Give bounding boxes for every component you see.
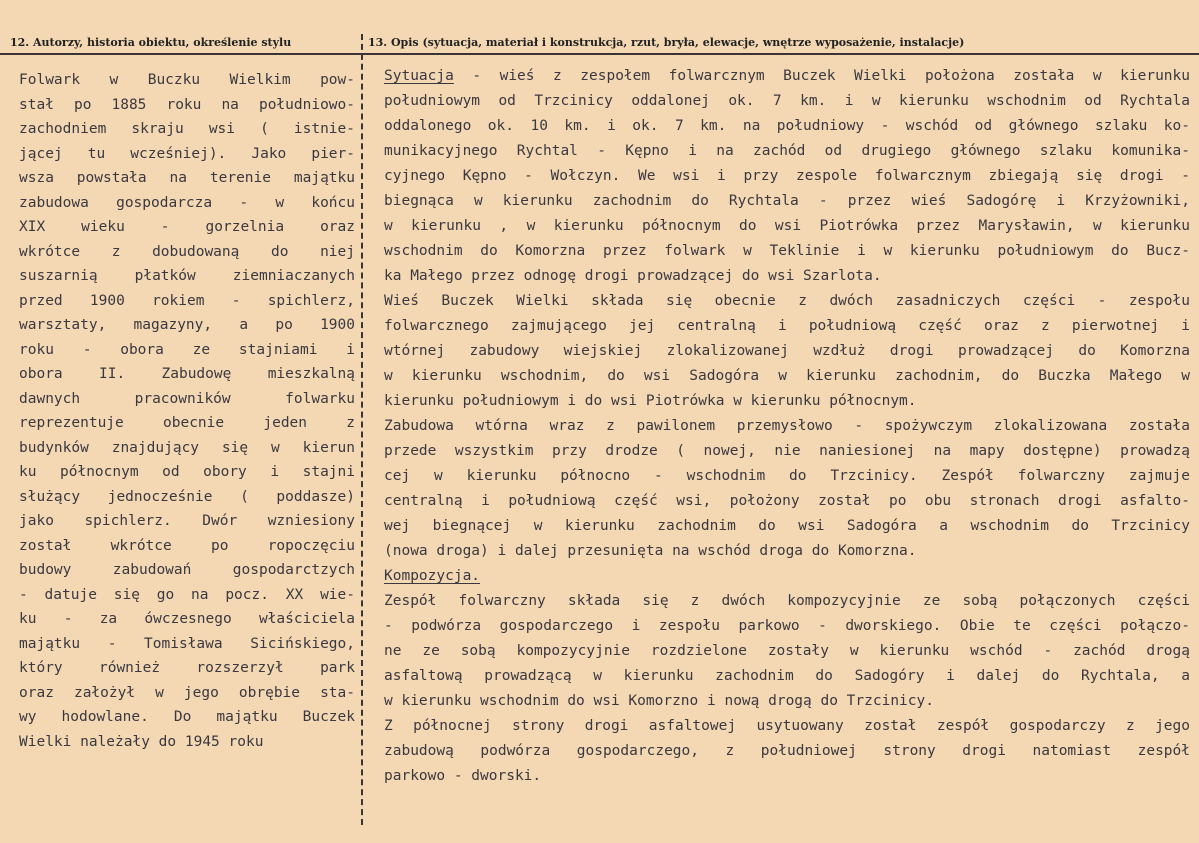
- history-line: ku północnym od obory i stajni: [19, 464, 355, 480]
- section-12-header: 12. Autorzy, historia obiektu, określenie stylu: [10, 36, 292, 49]
- history-line: przed 1900 rokiem - spichlerz,: [19, 292, 355, 309]
- history-line: warsztaty, magazyny, a po 1900: [19, 317, 355, 333]
- history-line: służący jednocześnie ( poddasze): [19, 488, 355, 505]
- history-line: budowy zabudowań gospodarctzych: [19, 562, 355, 578]
- sytuacja-line: w kierunku , w kierunku północnym do wsi Piotrówka przez Marysławin, w kierunku: [384, 218, 1190, 234]
- polnocna-line: parkowo - dworski.: [384, 768, 542, 784]
- sytuacja-line: południowym od Trzcinicy oddalonej ok. 7 km. i w kierunku wschodnim od Rychtala: [384, 93, 1190, 109]
- history-line: Folwark w Buczku Wielkim pow-: [19, 72, 355, 88]
- kompozycja-line: Zespół folwarczny składa się z dwóch kompozycyjnie ze sobą połączonych części: [384, 593, 1190, 609]
- sytuacja-line: munikacyjnego Rychtal - Kępno i na zachód od drugiego głównego szlaku komunika-: [384, 143, 1190, 159]
- sytuacja-line: ka Małego przez odnogę drogi prowadzącej do wsi Szarlota.: [384, 268, 882, 284]
- column-divider: [361, 34, 363, 825]
- sytuacja-line: cyjnego Kępno - Wołczyn. We wsi i przy zespole folwarcznym zbiegają się drogi -: [384, 168, 1190, 184]
- history-line: roku - obora ze stajniami i: [19, 341, 355, 358]
- history-line: ku - za ówczesnego właściciela: [19, 611, 355, 627]
- history-line: jącej tu wcześniej). Jako pier-: [19, 145, 355, 162]
- history-line: zabudowa gospodarcza - w końcu: [19, 194, 355, 211]
- wies-line: w kierunku wschodnim, do wsi Sadogóra w kierunku zachodnim, do Buczka Małego w: [384, 368, 1190, 384]
- history-line: wy hodowlane. Do majątku Buczek: [19, 709, 355, 725]
- sytuacja-line: oddalonego ok. 10 km. i ok. 7 km. na południowy - wschód od głównego szlaku ko-: [384, 118, 1190, 134]
- history-line: został wkrótce po ropoczęciu: [19, 537, 355, 554]
- history-line: obora II. Zabudowę mieszkalną: [19, 366, 355, 382]
- sytuacja-line: biegnąca w kierunku zachodnim do Rychtala - przez wieś Sadogórę i Krzyżowniki,: [384, 193, 1190, 209]
- history-line: XIX wieku - gorzelnia oraz: [19, 219, 355, 235]
- zabudowa-line: cej w kierunku północno - wschodnim do Trzcinicy. Zespół folwarczny zajmuje: [384, 468, 1190, 484]
- history-line: reprezentuje obecnie jeden z: [19, 415, 355, 431]
- kompozycja-line: w kierunku wschodnim do wsi Komorzno i nową drogą do Trzcinicy.: [384, 693, 934, 709]
- sytuacja-first-text: - wieś z zespołem folwarcznym Buczek Wielki położona została w kierunku: [453, 68, 1190, 84]
- zabudowa-line: przede wszystkim przy drodze ( nowej, nie naniesionej na mapy dostępne) prowadzą: [384, 443, 1190, 459]
- kompozycja-line: ne ze sobą kompozycyjnie rozdzielone zostały w kierunku wschód - zachód drogą: [384, 643, 1190, 659]
- history-text: [19, 68, 355, 754]
- history-line: dawnych pracowników folwarku: [19, 390, 355, 407]
- history-line: Wielki należały do 1945 roku: [19, 733, 264, 750]
- sytuacja-heading: Sytuacja: [384, 68, 454, 84]
- history-line: - datuje się go na pocz. XX wie-: [19, 586, 355, 603]
- zabudowa-line: (nowa droga) i dalej przesunięta na wschód droga do Komorzna.: [384, 543, 917, 559]
- history-line: oraz założył w jego obrębie sta-: [19, 684, 355, 701]
- kompozycja-line: - podwórza gospodarczego i zespołu parkowo - dworskiego. Obie te części połączo-: [384, 618, 1190, 634]
- history-line: wsza powstała na terenie majątku: [19, 170, 355, 186]
- description-text: [384, 64, 1190, 789]
- history-line: wkrótce z dobudowaną do niej: [19, 243, 355, 260]
- history-line: który również rozszerzył park: [19, 660, 355, 676]
- polnocna-line: zabudową podwórza gospodarczego, z południowej strony drogi natomiast zespół: [384, 743, 1190, 759]
- wies-line: wtórnej zabudowy wiejskiej zlokalizowanej wzdłuż drogi prowadzącej do Komorzna: [384, 343, 1190, 359]
- zabudowa-line: Zabudowa wtórna wraz z pawilonem przemysłowo - spożywczym zlokalizowana została: [384, 418, 1190, 434]
- sytuacja-line: wschodnim do Komorzna przez folwark w Teklinie i w kierunku południowym do Bucz-: [384, 243, 1190, 259]
- header-rule: [0, 53, 1199, 55]
- wies-line: kierunku południowym i do wsi Piotrówka w kierunku północnym.: [384, 393, 917, 409]
- kompozycja-heading: Kompozycja.: [384, 568, 481, 584]
- zabudowa-line: centralną i południową część wsi, położony został po obu stronach drogi asfalto-: [384, 493, 1190, 509]
- sytuacja-first-line: [384, 64, 1190, 89]
- kompozycja-line: asfaltową prowadzącą w kierunku zachodnim do Sadogóry i dalej do Rychtala, a: [384, 668, 1190, 684]
- kompozycja-heading-line: [384, 564, 1190, 589]
- wies-line: folwarcznego zajmującego jej centralną i południową część oraz z pierwotnej i: [384, 318, 1190, 334]
- section-13-header: 13. Opis (sytuacja, materiał i konstrukcja, rzut, bryła, elewacje, wnętrze wyposażenie, instalacje): [368, 36, 965, 49]
- history-line: jako spichlerz. Dwór wzniesiony: [19, 513, 355, 529]
- history-line: majątku - Tomisława Sicińskiego,: [19, 635, 355, 652]
- wies-line: Wieś Buczek Wielki składa się obecnie z dwóch zasadniczych części - zespołu: [384, 293, 1190, 309]
- history-line: budynków znajdujący się w kierun: [19, 439, 355, 456]
- zabudowa-line: wej biegnącej w kierunku zachodnim do wsi Sadogóra a wschodnim do Trzcinicy: [384, 518, 1190, 534]
- history-line: zachodniem skraju wsi ( istnie-: [19, 121, 355, 137]
- history-line: stał po 1885 roku na południowo-: [19, 96, 355, 113]
- history-line: suszarnią płatków ziemniaczanych: [19, 268, 355, 284]
- polnocna-line: Z północnej strony drogi asfaltowej usytuowany został zespół gospodarczy z jego: [384, 718, 1190, 734]
